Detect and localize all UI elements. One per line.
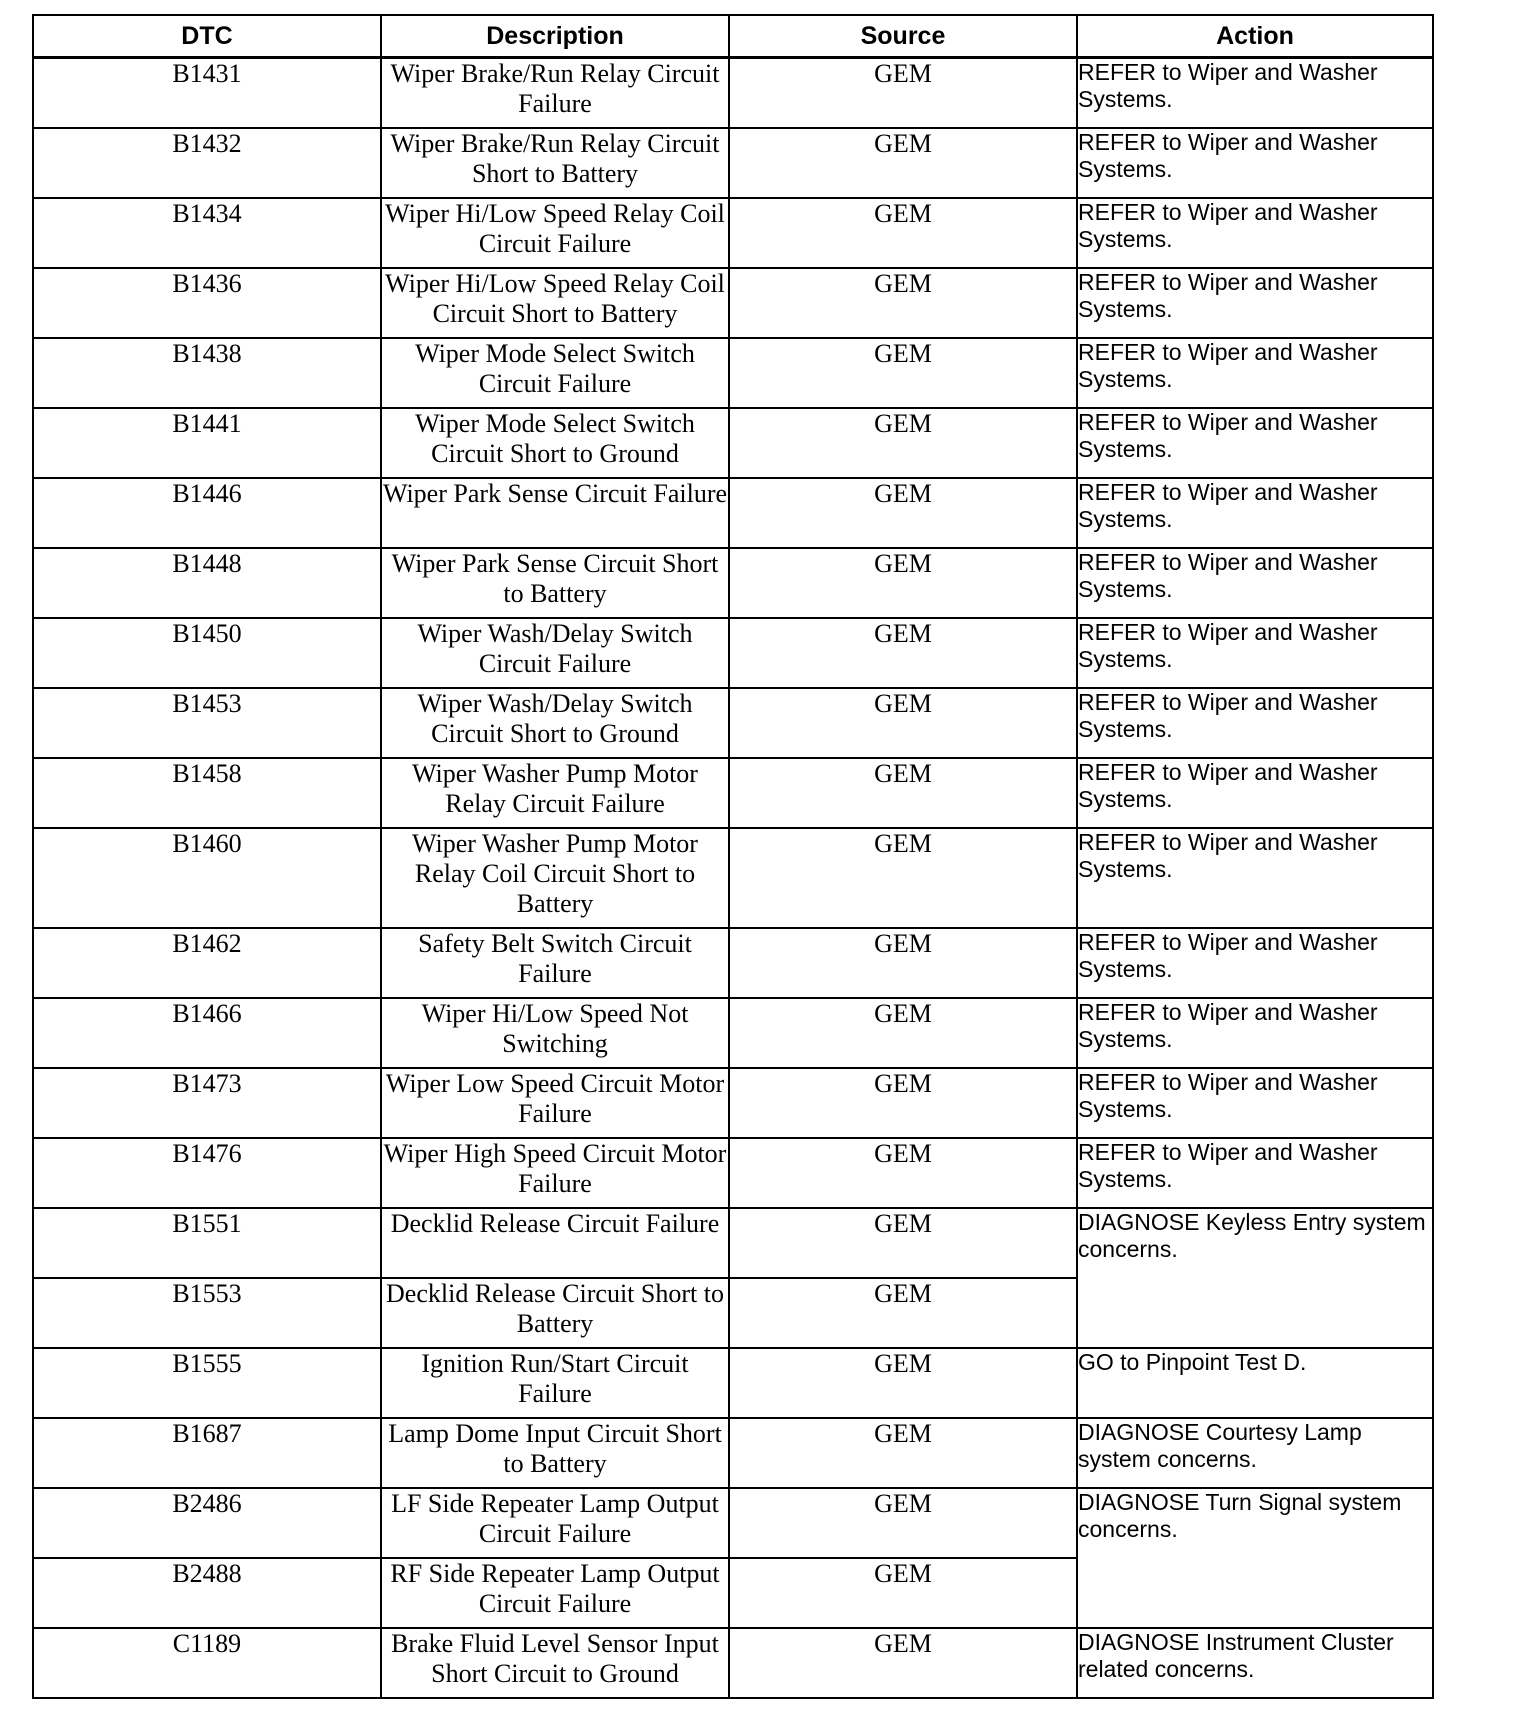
dtc-source: GEM xyxy=(729,1628,1077,1698)
table-row xyxy=(33,128,1433,198)
dtc-source: GEM xyxy=(729,478,1077,548)
dtc-source: GEM xyxy=(729,1068,1077,1138)
dtc-source: GEM xyxy=(729,1208,1077,1278)
dtc-source: GEM xyxy=(729,1418,1077,1488)
table-row xyxy=(33,268,1433,338)
dtc-source: GEM xyxy=(729,408,1077,478)
dtc-description: Ignition Run/Start Circuit Failure xyxy=(381,1348,729,1418)
table-row xyxy=(33,1208,1433,1278)
header-source: Source xyxy=(729,15,1077,58)
dtc-action: DIAGNOSE Keyless Entry system concerns. xyxy=(1077,1208,1433,1348)
dtc-code: B1476 xyxy=(33,1138,381,1208)
table-row xyxy=(33,1138,1433,1208)
table-row xyxy=(33,338,1433,408)
table-row xyxy=(33,1068,1433,1138)
table-row xyxy=(33,408,1433,478)
dtc-description: Wiper Hi/Low Speed Relay Coil Circuit Failure xyxy=(381,198,729,268)
table-row xyxy=(33,478,1433,548)
dtc-source: GEM xyxy=(729,1348,1077,1418)
dtc-action: DIAGNOSE Courtesy Lamp system concerns. xyxy=(1077,1418,1433,1488)
dtc-description: Wiper Brake/Run Relay Circuit Failure xyxy=(381,58,729,128)
table-row xyxy=(33,688,1433,758)
dtc-action: REFER to Wiper and Washer Systems. xyxy=(1077,758,1433,828)
dtc-description: Wiper Wash/Delay Switch Circuit Short to Ground xyxy=(381,688,729,758)
header-action: Action xyxy=(1077,15,1433,58)
dtc-code: B1458 xyxy=(33,758,381,828)
dtc-description: Wiper Wash/Delay Switch Circuit Failure xyxy=(381,618,729,688)
dtc-code: B1441 xyxy=(33,408,381,478)
dtc-action: REFER to Wiper and Washer Systems. xyxy=(1077,198,1433,268)
table-row xyxy=(33,828,1433,928)
dtc-code: B1466 xyxy=(33,998,381,1068)
dtc-source: GEM xyxy=(729,1558,1077,1628)
dtc-source: GEM xyxy=(729,1488,1077,1558)
dtc-source: GEM xyxy=(729,548,1077,618)
dtc-description: Wiper Park Sense Circuit Failure xyxy=(381,478,729,548)
dtc-action: REFER to Wiper and Washer Systems. xyxy=(1077,338,1433,408)
table-row xyxy=(33,618,1433,688)
dtc-description: Lamp Dome Input Circuit Short to Battery xyxy=(381,1418,729,1488)
dtc-description: Brake Fluid Level Sensor Input Short Circuit to Ground xyxy=(381,1628,729,1698)
dtc-code: B1555 xyxy=(33,1348,381,1418)
dtc-description: LF Side Repeater Lamp Output Circuit Failure xyxy=(381,1488,729,1558)
dtc-description: Wiper Washer Pump Motor Relay Circuit Failure xyxy=(381,758,729,828)
dtc-action: REFER to Wiper and Washer Systems. xyxy=(1077,408,1433,478)
dtc-code: B1553 xyxy=(33,1278,381,1348)
dtc-source: GEM xyxy=(729,128,1077,198)
dtc-action: REFER to Wiper and Washer Systems. xyxy=(1077,928,1433,998)
dtc-code: C1189 xyxy=(33,1628,381,1698)
dtc-code: B1551 xyxy=(33,1208,381,1278)
table-row xyxy=(33,758,1433,828)
dtc-description: Wiper High Speed Circuit Motor Failure xyxy=(381,1138,729,1208)
dtc-code: B1450 xyxy=(33,618,381,688)
dtc-action: REFER to Wiper and Washer Systems. xyxy=(1077,548,1433,618)
table-row xyxy=(33,1418,1433,1488)
table-row xyxy=(33,1488,1433,1558)
table-row xyxy=(33,548,1433,618)
dtc-description: Wiper Hi/Low Speed Relay Coil Circuit Short to Battery xyxy=(381,268,729,338)
dtc-description: Wiper Mode Select Switch Circuit Failure xyxy=(381,338,729,408)
dtc-code: B1453 xyxy=(33,688,381,758)
dtc-description: Wiper Brake/Run Relay Circuit Short to Battery xyxy=(381,128,729,198)
dtc-action: REFER to Wiper and Washer Systems. xyxy=(1077,58,1433,128)
table-row xyxy=(33,1628,1433,1698)
dtc-action: REFER to Wiper and Washer Systems. xyxy=(1077,828,1433,928)
header-dtc: DTC xyxy=(33,15,381,58)
dtc-action: REFER to Wiper and Washer Systems. xyxy=(1077,478,1433,548)
dtc-action: REFER to Wiper and Washer Systems. xyxy=(1077,618,1433,688)
dtc-source: GEM xyxy=(729,618,1077,688)
dtc-description: Wiper Low Speed Circuit Motor Failure xyxy=(381,1068,729,1138)
dtc-source: GEM xyxy=(729,928,1077,998)
dtc-code: B2488 xyxy=(33,1558,381,1628)
table-row xyxy=(33,1348,1433,1418)
dtc-description: Wiper Hi/Low Speed Not Switching xyxy=(381,998,729,1068)
dtc-source: GEM xyxy=(729,198,1077,268)
dtc-action: REFER to Wiper and Washer Systems. xyxy=(1077,128,1433,198)
dtc-action: DIAGNOSE Instrument Cluster related concerns. xyxy=(1077,1628,1433,1698)
dtc-source: GEM xyxy=(729,1278,1077,1348)
dtc-action: GO to Pinpoint Test D. xyxy=(1077,1348,1433,1418)
dtc-action: DIAGNOSE Turn Signal system concerns. xyxy=(1077,1488,1433,1628)
dtc-source: GEM xyxy=(729,338,1077,408)
dtc-description: Safety Belt Switch Circuit Failure xyxy=(381,928,729,998)
dtc-source: GEM xyxy=(729,688,1077,758)
dtc-source: GEM xyxy=(729,58,1077,128)
dtc-description: Wiper Park Sense Circuit Short to Battery xyxy=(381,548,729,618)
dtc-code: B1438 xyxy=(33,338,381,408)
header-row xyxy=(33,15,1433,58)
dtc-action: REFER to Wiper and Washer Systems. xyxy=(1077,998,1433,1068)
dtc-description: Decklid Release Circuit Short to Battery xyxy=(381,1278,729,1348)
dtc-description: Decklid Release Circuit Failure xyxy=(381,1208,729,1278)
dtc-table xyxy=(32,14,1434,1699)
dtc-description: Wiper Washer Pump Motor Relay Coil Circuit Short to Battery xyxy=(381,828,729,928)
dtc-action: REFER to Wiper and Washer Systems. xyxy=(1077,268,1433,338)
dtc-source: GEM xyxy=(729,828,1077,928)
dtc-code: B1460 xyxy=(33,828,381,928)
dtc-action: REFER to Wiper and Washer Systems. xyxy=(1077,1138,1433,1208)
header-description: Description xyxy=(381,15,729,58)
dtc-source: GEM xyxy=(729,998,1077,1068)
table-row xyxy=(33,998,1433,1068)
dtc-code: B1431 xyxy=(33,58,381,128)
dtc-code: B1462 xyxy=(33,928,381,998)
dtc-code: B1473 xyxy=(33,1068,381,1138)
table-row xyxy=(33,928,1433,998)
dtc-code: B1434 xyxy=(33,198,381,268)
dtc-code: B1446 xyxy=(33,478,381,548)
dtc-action: REFER to Wiper and Washer Systems. xyxy=(1077,1068,1433,1138)
dtc-code: B1432 xyxy=(33,128,381,198)
dtc-action: REFER to Wiper and Washer Systems. xyxy=(1077,688,1433,758)
dtc-code: B1436 xyxy=(33,268,381,338)
dtc-source: GEM xyxy=(729,268,1077,338)
dtc-code: B1687 xyxy=(33,1418,381,1488)
dtc-description: Wiper Mode Select Switch Circuit Short to Ground xyxy=(381,408,729,478)
dtc-source: GEM xyxy=(729,758,1077,828)
dtc-description: RF Side Repeater Lamp Output Circuit Failure xyxy=(381,1558,729,1628)
dtc-source: GEM xyxy=(729,1138,1077,1208)
table-row xyxy=(33,58,1433,128)
table-row xyxy=(33,198,1433,268)
dtc-code: B2486 xyxy=(33,1488,381,1558)
dtc-code: B1448 xyxy=(33,548,381,618)
